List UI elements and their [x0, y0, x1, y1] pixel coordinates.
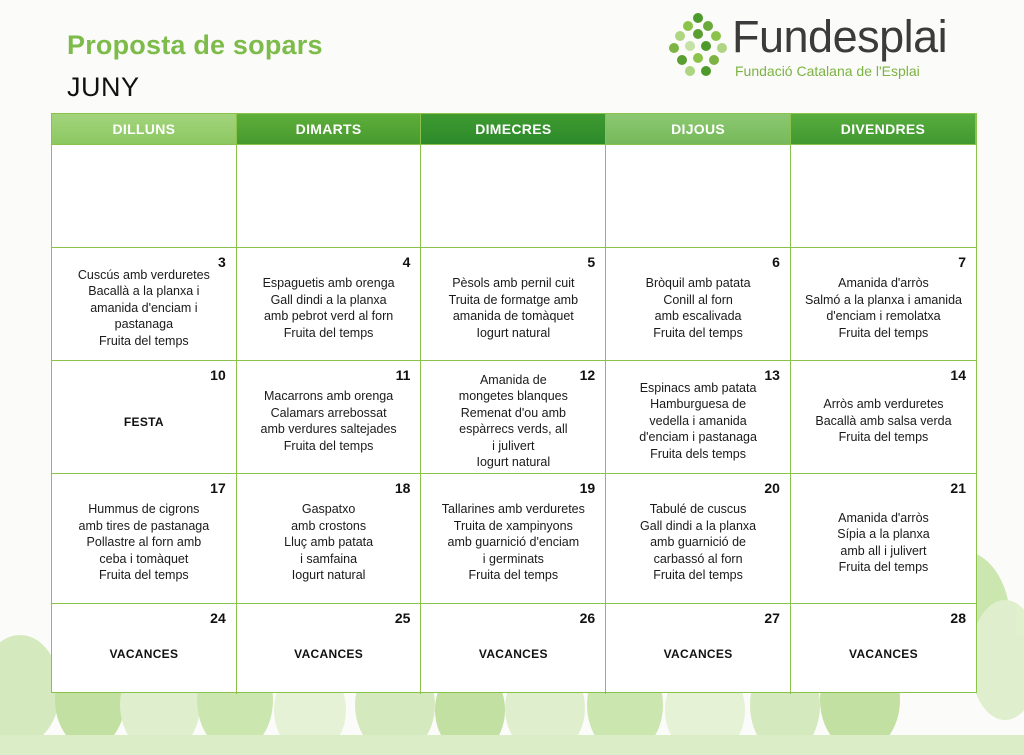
menu-line: Amanida de	[479, 372, 547, 387]
menu-text	[428, 487, 599, 590]
menu-line: Hamburguesa de	[650, 397, 747, 412]
logo-name: Fundesplai	[732, 11, 948, 62]
menu-line: Fruita del temps	[653, 325, 743, 340]
calendar-cell	[52, 144, 237, 247]
special-day-label: FESTA	[123, 415, 164, 429]
menu-line: Tallarines amb verduretes	[441, 502, 585, 517]
day-number: 17	[210, 480, 226, 496]
day-number: 13	[764, 367, 780, 383]
menu-line: Lluç amb patata	[284, 535, 374, 550]
menu-text	[823, 496, 943, 582]
menu-line: Conill al forn	[663, 292, 733, 307]
calendar-cell	[791, 360, 976, 473]
menu-line: d'enciam i remolatxa	[826, 309, 941, 323]
menu-line: Fruita del temps	[653, 568, 743, 583]
calendar-cell	[606, 473, 791, 603]
menu-line: ceba i tomàquet	[99, 551, 189, 566]
menu-line: pastanaga	[114, 317, 174, 332]
menu-line: Fruita del temps	[838, 560, 929, 574]
calendar-cell	[237, 144, 422, 247]
day-number: 18	[394, 480, 411, 496]
calendar-cell	[237, 603, 422, 694]
day-number: 28	[950, 610, 966, 626]
day-number: 14	[950, 367, 966, 383]
menu-line: Amanida d'arròs	[838, 276, 929, 290]
calendar-cell	[237, 247, 422, 360]
menu-line: Pollastre al forn amb	[86, 535, 202, 550]
calendar-cell	[52, 603, 237, 694]
day-number: 26	[579, 610, 596, 626]
menu-line: Fruita del temps	[283, 438, 374, 453]
menu-line: Tabulé de cuscus	[649, 502, 747, 517]
menu-line: Fruita del temps	[838, 325, 929, 340]
menu-line: Macarrons amb orenga	[263, 389, 394, 403]
dinner-calendar	[51, 113, 977, 693]
menu-line: carbassó al forn	[653, 551, 743, 566]
menu-line: i samfaina	[300, 551, 358, 566]
day-number: 12	[579, 367, 596, 383]
menu-line: Amanida d'arròs	[838, 510, 929, 525]
menu-line: Fruita del temps	[283, 325, 374, 340]
menu-line: mongetes blanques	[458, 389, 568, 403]
day-header-thursday: DIJOUS	[606, 114, 791, 144]
day-number: 11	[395, 367, 411, 383]
day-header-tuesday: DIMARTS	[237, 114, 422, 144]
day-number: 4	[402, 254, 411, 270]
calendar-cell	[421, 247, 606, 360]
menu-text	[632, 261, 765, 347]
special-day-label: VACANCES	[478, 647, 548, 661]
menu-line: amb escalivada	[654, 309, 742, 323]
day-number: 27	[764, 610, 780, 626]
calendar-cell	[421, 473, 606, 603]
tree-logo-icon	[662, 8, 734, 80]
menu-line: amb guarnició d'enciam	[447, 535, 580, 550]
menu-line: d'enciam i pastanaga	[639, 430, 757, 445]
menu-line: amanida de tomàquet	[452, 309, 574, 323]
menu-text	[249, 261, 409, 347]
calendar-cell	[791, 603, 976, 694]
menu-line: Gall dindi a la planxa	[640, 518, 757, 533]
menu-line: Calamars arrebossat	[270, 405, 387, 420]
menu-line: Hummus de cigrons	[88, 502, 200, 517]
day-number: 3	[217, 254, 226, 270]
calendar-cell	[791, 144, 976, 247]
menu-line: Bròquil amb patata	[645, 276, 751, 290]
menu-text	[801, 382, 965, 452]
menu-text	[65, 487, 224, 590]
menu-line: Sípia a la planxa	[837, 527, 930, 541]
menu-line: Arròs amb verduretes	[823, 397, 944, 412]
day-number: 20	[764, 480, 780, 496]
menu-line: Bacallà amb salsa verda	[815, 413, 952, 428]
special-day-label: VACANCES	[663, 647, 733, 661]
special-day-label: VACANCES	[294, 647, 364, 661]
calendar-cell	[52, 247, 237, 360]
menu-line: espàrrecs verds, all	[459, 422, 568, 436]
menu-line: Fruita del temps	[468, 568, 559, 583]
menu-text	[247, 374, 411, 460]
menu-line: Iogurt natural	[291, 568, 366, 583]
menu-line: amb guarnició de	[650, 535, 747, 550]
menu-line: Truita de formatge amb	[448, 292, 579, 307]
special-day-label: VACANCES	[849, 647, 918, 661]
menu-line: Espinacs amb patata	[639, 380, 757, 395]
menu-line: Iogurt natural	[476, 325, 551, 340]
menu-line: Gall dindi a la planxa	[270, 292, 387, 307]
special-day-label: VACANCES	[109, 647, 179, 661]
day-number: 6	[772, 254, 780, 270]
menu-line: Fruita del temps	[838, 430, 929, 445]
menu-line: i germinats	[482, 551, 544, 566]
menu-line: Fruita dels temps	[650, 446, 747, 461]
menu-line: amb pebrot verd al forn	[263, 309, 394, 323]
calendar-cell	[421, 360, 606, 473]
logo-subtitle: Fundació Catalana de l'Esplai	[735, 63, 920, 79]
menu-text	[64, 253, 224, 356]
calendar-cell	[791, 473, 976, 603]
menu-line: amb tires de pastanaga	[78, 518, 210, 533]
menu-text	[445, 358, 582, 477]
calendar-cell	[52, 473, 237, 603]
calendar-cell	[791, 247, 976, 360]
day-number: 5	[587, 254, 596, 270]
menu-text	[626, 487, 770, 590]
menu-line: Cuscús amb verduretes	[77, 267, 210, 282]
day-number: 7	[958, 254, 966, 270]
menu-text	[791, 261, 976, 347]
fundesplai-logo	[662, 8, 982, 88]
month-label: JUNY	[67, 72, 140, 102]
day-number: 21	[950, 480, 966, 496]
calendar-cell	[606, 247, 791, 360]
menu-line: Remenat d'ou amb	[460, 405, 566, 420]
menu-line: Pèsols amb pernil cuit	[452, 276, 575, 290]
menu-line: Truita de xampinyons	[453, 518, 573, 533]
calendar-cell	[237, 360, 422, 473]
menu-line: Fruita del temps	[99, 333, 189, 348]
menu-line: Bacallà a la planxa i	[88, 284, 200, 299]
menu-line: amb verdures saltejades	[260, 422, 397, 436]
calendar-cell	[421, 603, 606, 694]
menu-line: amb all i julivert	[840, 543, 927, 558]
day-header-wednesday: DIMECRES	[421, 114, 606, 144]
day-number: 24	[210, 610, 226, 626]
menu-text	[435, 261, 592, 347]
menu-line: amb crostons	[291, 518, 367, 533]
menu-line: vedella i amanida	[649, 413, 747, 428]
menu-line: Espaguetis amb orenga	[262, 276, 395, 290]
calendar-cell	[606, 603, 791, 694]
menu-line: amanida d'enciam i	[90, 300, 198, 315]
day-number: 25	[394, 610, 411, 626]
day-header-friday: DIVENDRES	[791, 114, 976, 144]
day-number: 19	[579, 480, 596, 496]
menu-line: i julivert	[492, 438, 535, 453]
calendar-cell	[421, 144, 606, 247]
page-title: Proposta de sopars	[67, 30, 323, 60]
calendar-cell	[237, 473, 422, 603]
menu-line: Gaspatxo	[301, 502, 356, 517]
calendar-cell	[606, 144, 791, 247]
day-number: 10	[210, 367, 226, 383]
calendar-cell	[606, 360, 791, 473]
menu-text	[270, 487, 387, 590]
menu-text	[625, 366, 771, 469]
calendar-cell	[52, 360, 237, 473]
menu-line: Fruita del temps	[99, 568, 189, 583]
menu-line: Salmó a la planxa i amanida	[804, 292, 962, 307]
menu-line: Iogurt natural	[476, 455, 551, 469]
day-header-monday: DILLUNS	[52, 114, 237, 144]
